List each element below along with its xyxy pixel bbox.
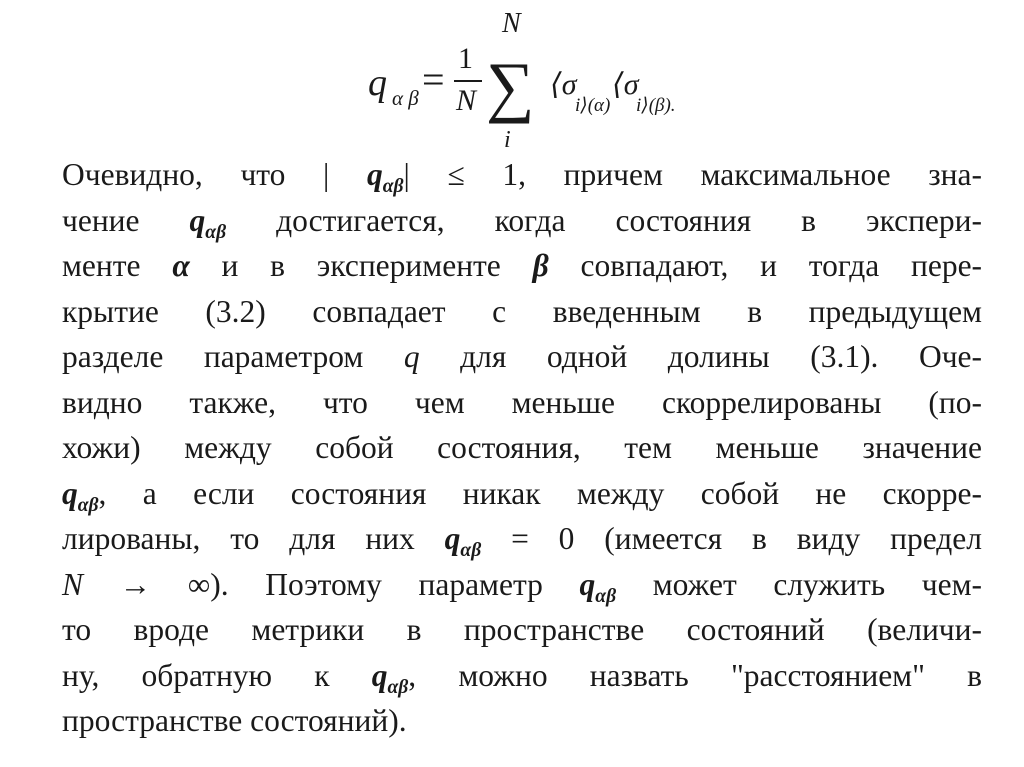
text-run: = 0 (имеется в виду предел [511,521,983,556]
text-line [62,152,982,198]
math-subscript: αβ [382,175,404,197]
formula-term-1-subscript: i⟩(α) [575,95,611,116]
formula-lhs-subscript: α β [392,86,419,110]
text-run: для одной долины (3.1). Оче- [460,339,983,374]
math-subscript: αβ [77,494,99,516]
body-paragraph [62,152,982,744]
math-q: q [579,566,596,602]
math-alpha: α [172,248,190,283]
text-run: чение [62,202,140,238]
text-line [62,471,982,517]
math-beta: β [532,248,549,283]
text-line [62,334,982,380]
text-run: , а если состояния никак между собой не скорре- [98,475,982,511]
formula-term-2-subscript: i⟩(β). [636,95,676,116]
text-line: пространстве состояний). [62,703,407,738]
math-infinity: ∞ [187,566,211,602]
math-subscript: αβ [595,585,617,607]
text-line: крытие (3.2) совпадает с введенным в предыдущем [62,293,982,329]
text-line [62,562,982,608]
text-run: разделе параметром [62,339,364,374]
formula-fraction-bar [454,80,482,82]
math-subscript: αβ [460,539,482,561]
formula-term-1: ⟨σ [550,68,577,101]
text-run: ). Поэтому параметр [210,566,543,602]
math-subscript: αβ [205,221,227,243]
formula-equals: = [422,57,445,102]
text-run: Очевидно, что | [62,157,330,192]
math-arrow: → [119,566,152,602]
math-n: N [62,566,84,602]
text-line: то вроде метрики в пространстве состояний (величи- [62,612,982,647]
text-line: видно также, что чем меньше скоррелированы (по- [62,384,982,420]
formula-numerator: 1 [458,42,473,75]
text-run: | ≤ 1, причем максимальное зна- [403,157,983,192]
math-q: q [371,657,388,693]
math-subscript: αβ [387,676,409,698]
math-q: q [403,339,420,374]
text-run: и в эксперименте [221,248,501,283]
text-run: достигается, когда состояния в экспери- [276,202,983,238]
text-run: ну, обратную к [62,657,330,693]
text-run: может служить чем- [652,566,983,602]
formula-sum-symbol: ∑ [486,48,535,124]
text-line [62,198,982,244]
text-line: хожи) между собой состояния, тем меньше значение [62,430,982,465]
formula-sum-lower: i [504,127,511,153]
text-line [62,243,982,289]
overlap-formula [360,4,690,159]
text-run: совпадают, и тогда пере- [580,248,983,283]
math-q: q [444,521,461,556]
text-run: менте [62,248,141,283]
math-q: q [189,202,206,238]
math-q: q [62,475,78,511]
text-line [62,653,982,699]
text-line [62,516,982,562]
formula-term-2: ⟨σ [612,68,639,101]
formula-sum-upper: N [502,8,521,39]
formula-lhs: q [368,62,387,104]
text-run: , можно назвать "расстоянием" в [408,657,983,693]
formula-denominator: N [456,84,477,117]
text-run: лированы, то для них [62,521,415,556]
math-q: q [366,157,383,192]
